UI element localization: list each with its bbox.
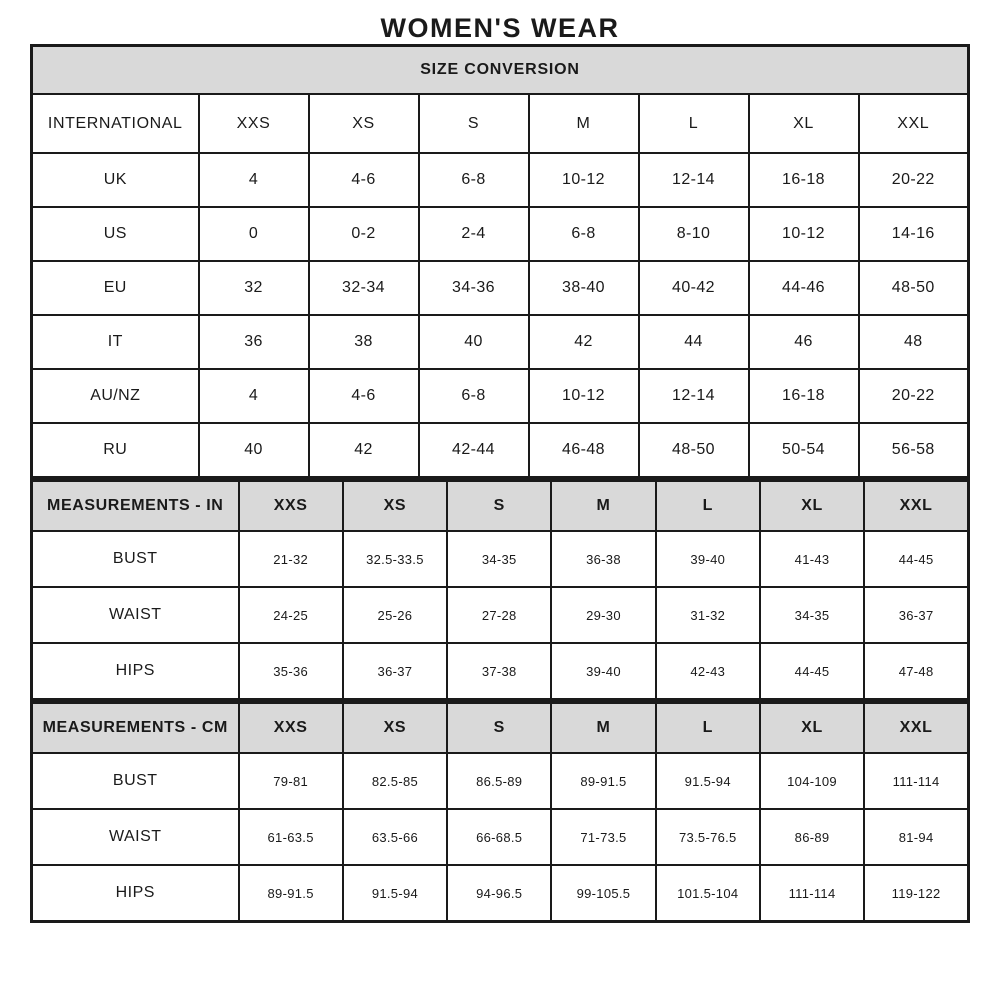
table-row-waist-in bbox=[32, 587, 969, 643]
measurement-cell: 31-32 bbox=[656, 587, 760, 643]
size-cell: 48-50 bbox=[859, 261, 969, 315]
table-row-bust-in bbox=[32, 531, 969, 587]
row-label: BUST bbox=[32, 531, 239, 587]
size-cell: 40 bbox=[199, 423, 309, 478]
measurement-cell: 91.5-94 bbox=[343, 865, 447, 922]
row-label: EU bbox=[32, 261, 199, 315]
size-cell: 12-14 bbox=[639, 153, 749, 207]
row-label: IT bbox=[32, 315, 199, 369]
measurement-cell: 66-68.5 bbox=[447, 809, 551, 865]
size-cell: 20-22 bbox=[859, 153, 969, 207]
size-column-header: XS bbox=[343, 481, 447, 532]
table-row-eu bbox=[32, 261, 969, 315]
row-label: HIPS bbox=[32, 865, 239, 922]
measurement-cell: 99-105.5 bbox=[551, 865, 655, 922]
size-column-header: M bbox=[529, 94, 639, 153]
size-cell: 16-18 bbox=[749, 153, 859, 207]
measurement-cell: 34-35 bbox=[760, 587, 864, 643]
size-column-header: L bbox=[656, 703, 760, 754]
size-cell: 40-42 bbox=[639, 261, 749, 315]
row-label: WAIST bbox=[32, 587, 239, 643]
size-cell: 0 bbox=[199, 207, 309, 261]
size-column-header: XL bbox=[760, 481, 864, 532]
row-label: UK bbox=[32, 153, 199, 207]
measurements-in-header-row bbox=[32, 481, 969, 532]
table-row-hips-cm bbox=[32, 865, 969, 922]
table-row-ru bbox=[32, 423, 969, 478]
measurement-cell: 111-114 bbox=[760, 865, 864, 922]
size-cell: 46-48 bbox=[529, 423, 639, 478]
measurement-cell: 42-43 bbox=[656, 643, 760, 700]
measurement-cell: 86.5-89 bbox=[447, 753, 551, 809]
header-label-measurements-cm: MEASUREMENTS - CM bbox=[32, 703, 239, 754]
measurement-cell: 39-40 bbox=[551, 643, 655, 700]
table-row-it bbox=[32, 315, 969, 369]
size-cell: 44-46 bbox=[749, 261, 859, 315]
size-column-header: XL bbox=[749, 94, 859, 153]
measurement-cell: 32.5-33.5 bbox=[343, 531, 447, 587]
header-label-international: INTERNATIONAL bbox=[32, 94, 199, 153]
measurement-cell: 44-45 bbox=[760, 643, 864, 700]
measurement-cell: 61-63.5 bbox=[239, 809, 343, 865]
measurement-cell: 35-36 bbox=[239, 643, 343, 700]
size-cell: 6-8 bbox=[529, 207, 639, 261]
measurement-cell: 36-38 bbox=[551, 531, 655, 587]
size-column-header: XXL bbox=[859, 94, 969, 153]
table-row-uk bbox=[32, 153, 969, 207]
size-column-header: XL bbox=[760, 703, 864, 754]
size-cell: 34-36 bbox=[419, 261, 529, 315]
size-cell: 20-22 bbox=[859, 369, 969, 423]
size-cell: 32-34 bbox=[309, 261, 419, 315]
size-cell: 4 bbox=[199, 369, 309, 423]
size-cell: 16-18 bbox=[749, 369, 859, 423]
measurement-cell: 101.5-104 bbox=[656, 865, 760, 922]
size-cell: 42 bbox=[309, 423, 419, 478]
measurement-cell: 111-114 bbox=[864, 753, 968, 809]
row-label: US bbox=[32, 207, 199, 261]
measurement-cell: 36-37 bbox=[864, 587, 968, 643]
measurement-cell: 94-96.5 bbox=[447, 865, 551, 922]
row-label: WAIST bbox=[32, 809, 239, 865]
measurement-cell: 36-37 bbox=[343, 643, 447, 700]
size-cell: 36 bbox=[199, 315, 309, 369]
size-cell: 4-6 bbox=[309, 153, 419, 207]
row-label: RU bbox=[32, 423, 199, 478]
row-label: HIPS bbox=[32, 643, 239, 700]
size-cell: 50-54 bbox=[749, 423, 859, 478]
size-cell: 0-2 bbox=[309, 207, 419, 261]
size-cell: 40 bbox=[419, 315, 529, 369]
size-cell: 10-12 bbox=[529, 369, 639, 423]
measurement-cell: 81-94 bbox=[864, 809, 968, 865]
measurement-cell: 79-81 bbox=[239, 753, 343, 809]
measurement-cell: 44-45 bbox=[864, 531, 968, 587]
size-column-header: M bbox=[551, 481, 655, 532]
measurement-cell: 39-40 bbox=[656, 531, 760, 587]
table-row-us bbox=[32, 207, 969, 261]
size-cell: 46 bbox=[749, 315, 859, 369]
measurement-cell: 63.5-66 bbox=[343, 809, 447, 865]
measurement-cell: 37-38 bbox=[447, 643, 551, 700]
size-cell: 4 bbox=[199, 153, 309, 207]
measurement-cell: 119-122 bbox=[864, 865, 968, 922]
measurement-cell: 34-35 bbox=[447, 531, 551, 587]
size-cell: 42-44 bbox=[419, 423, 529, 478]
measurement-cell: 73.5-76.5 bbox=[656, 809, 760, 865]
measurement-cell: 104-109 bbox=[760, 753, 864, 809]
size-cell: 44 bbox=[639, 315, 749, 369]
size-column-header: L bbox=[639, 94, 749, 153]
size-cell: 8-10 bbox=[639, 207, 749, 261]
size-column-header: XXS bbox=[199, 94, 309, 153]
measurement-cell: 21-32 bbox=[239, 531, 343, 587]
size-cell: 6-8 bbox=[419, 369, 529, 423]
table-row-bust-cm bbox=[32, 753, 969, 809]
size-cell: 10-12 bbox=[749, 207, 859, 261]
measurement-cell: 41-43 bbox=[760, 531, 864, 587]
measurements-in-table bbox=[30, 479, 970, 701]
table-row-waist-cm bbox=[32, 809, 969, 865]
size-cell: 38 bbox=[309, 315, 419, 369]
measurement-cell: 89-91.5 bbox=[239, 865, 343, 922]
table-caption-row bbox=[32, 46, 969, 95]
size-conversion-caption: SIZE CONVERSION bbox=[32, 46, 969, 95]
page-title: WOMEN'S WEAR bbox=[380, 13, 620, 43]
size-cell: 56-58 bbox=[859, 423, 969, 478]
measurement-cell: 91.5-94 bbox=[656, 753, 760, 809]
size-column-header: XS bbox=[309, 94, 419, 153]
size-cell: 14-16 bbox=[859, 207, 969, 261]
size-cell: 12-14 bbox=[639, 369, 749, 423]
size-cell: 4-6 bbox=[309, 369, 419, 423]
size-cell: 42 bbox=[529, 315, 639, 369]
table-row-hips-in bbox=[32, 643, 969, 700]
size-column-header: S bbox=[447, 481, 551, 532]
size-conversion-table bbox=[30, 44, 970, 479]
size-column-header: L bbox=[656, 481, 760, 532]
size-column-header: XS bbox=[343, 703, 447, 754]
measurement-cell: 47-48 bbox=[864, 643, 968, 700]
size-column-header: XXS bbox=[239, 703, 343, 754]
size-column-header: S bbox=[447, 703, 551, 754]
size-cell: 2-4 bbox=[419, 207, 529, 261]
measurements-cm-header-row bbox=[32, 703, 969, 754]
measurement-cell: 24-25 bbox=[239, 587, 343, 643]
measurements-cm-table bbox=[30, 701, 970, 923]
size-column-header: XXS bbox=[239, 481, 343, 532]
row-label: AU/NZ bbox=[32, 369, 199, 423]
measurement-cell: 25-26 bbox=[343, 587, 447, 643]
size-cell: 32 bbox=[199, 261, 309, 315]
measurement-cell: 29-30 bbox=[551, 587, 655, 643]
size-cell: 48 bbox=[859, 315, 969, 369]
header-label-measurements-in: MEASUREMENTS - IN bbox=[32, 481, 239, 532]
measurement-cell: 71-73.5 bbox=[551, 809, 655, 865]
size-conversion-header-row bbox=[32, 94, 969, 153]
size-cell: 6-8 bbox=[419, 153, 529, 207]
measurement-cell: 82.5-85 bbox=[343, 753, 447, 809]
measurement-cell: 27-28 bbox=[447, 587, 551, 643]
size-column-header: S bbox=[419, 94, 529, 153]
size-cell: 48-50 bbox=[639, 423, 749, 478]
size-cell: 10-12 bbox=[529, 153, 639, 207]
size-column-header: M bbox=[551, 703, 655, 754]
row-label: BUST bbox=[32, 753, 239, 809]
table-row-aunz bbox=[32, 369, 969, 423]
size-column-header: XXL bbox=[864, 703, 968, 754]
size-cell: 38-40 bbox=[529, 261, 639, 315]
measurement-cell: 89-91.5 bbox=[551, 753, 655, 809]
measurement-cell: 86-89 bbox=[760, 809, 864, 865]
size-column-header: XXL bbox=[864, 481, 968, 532]
